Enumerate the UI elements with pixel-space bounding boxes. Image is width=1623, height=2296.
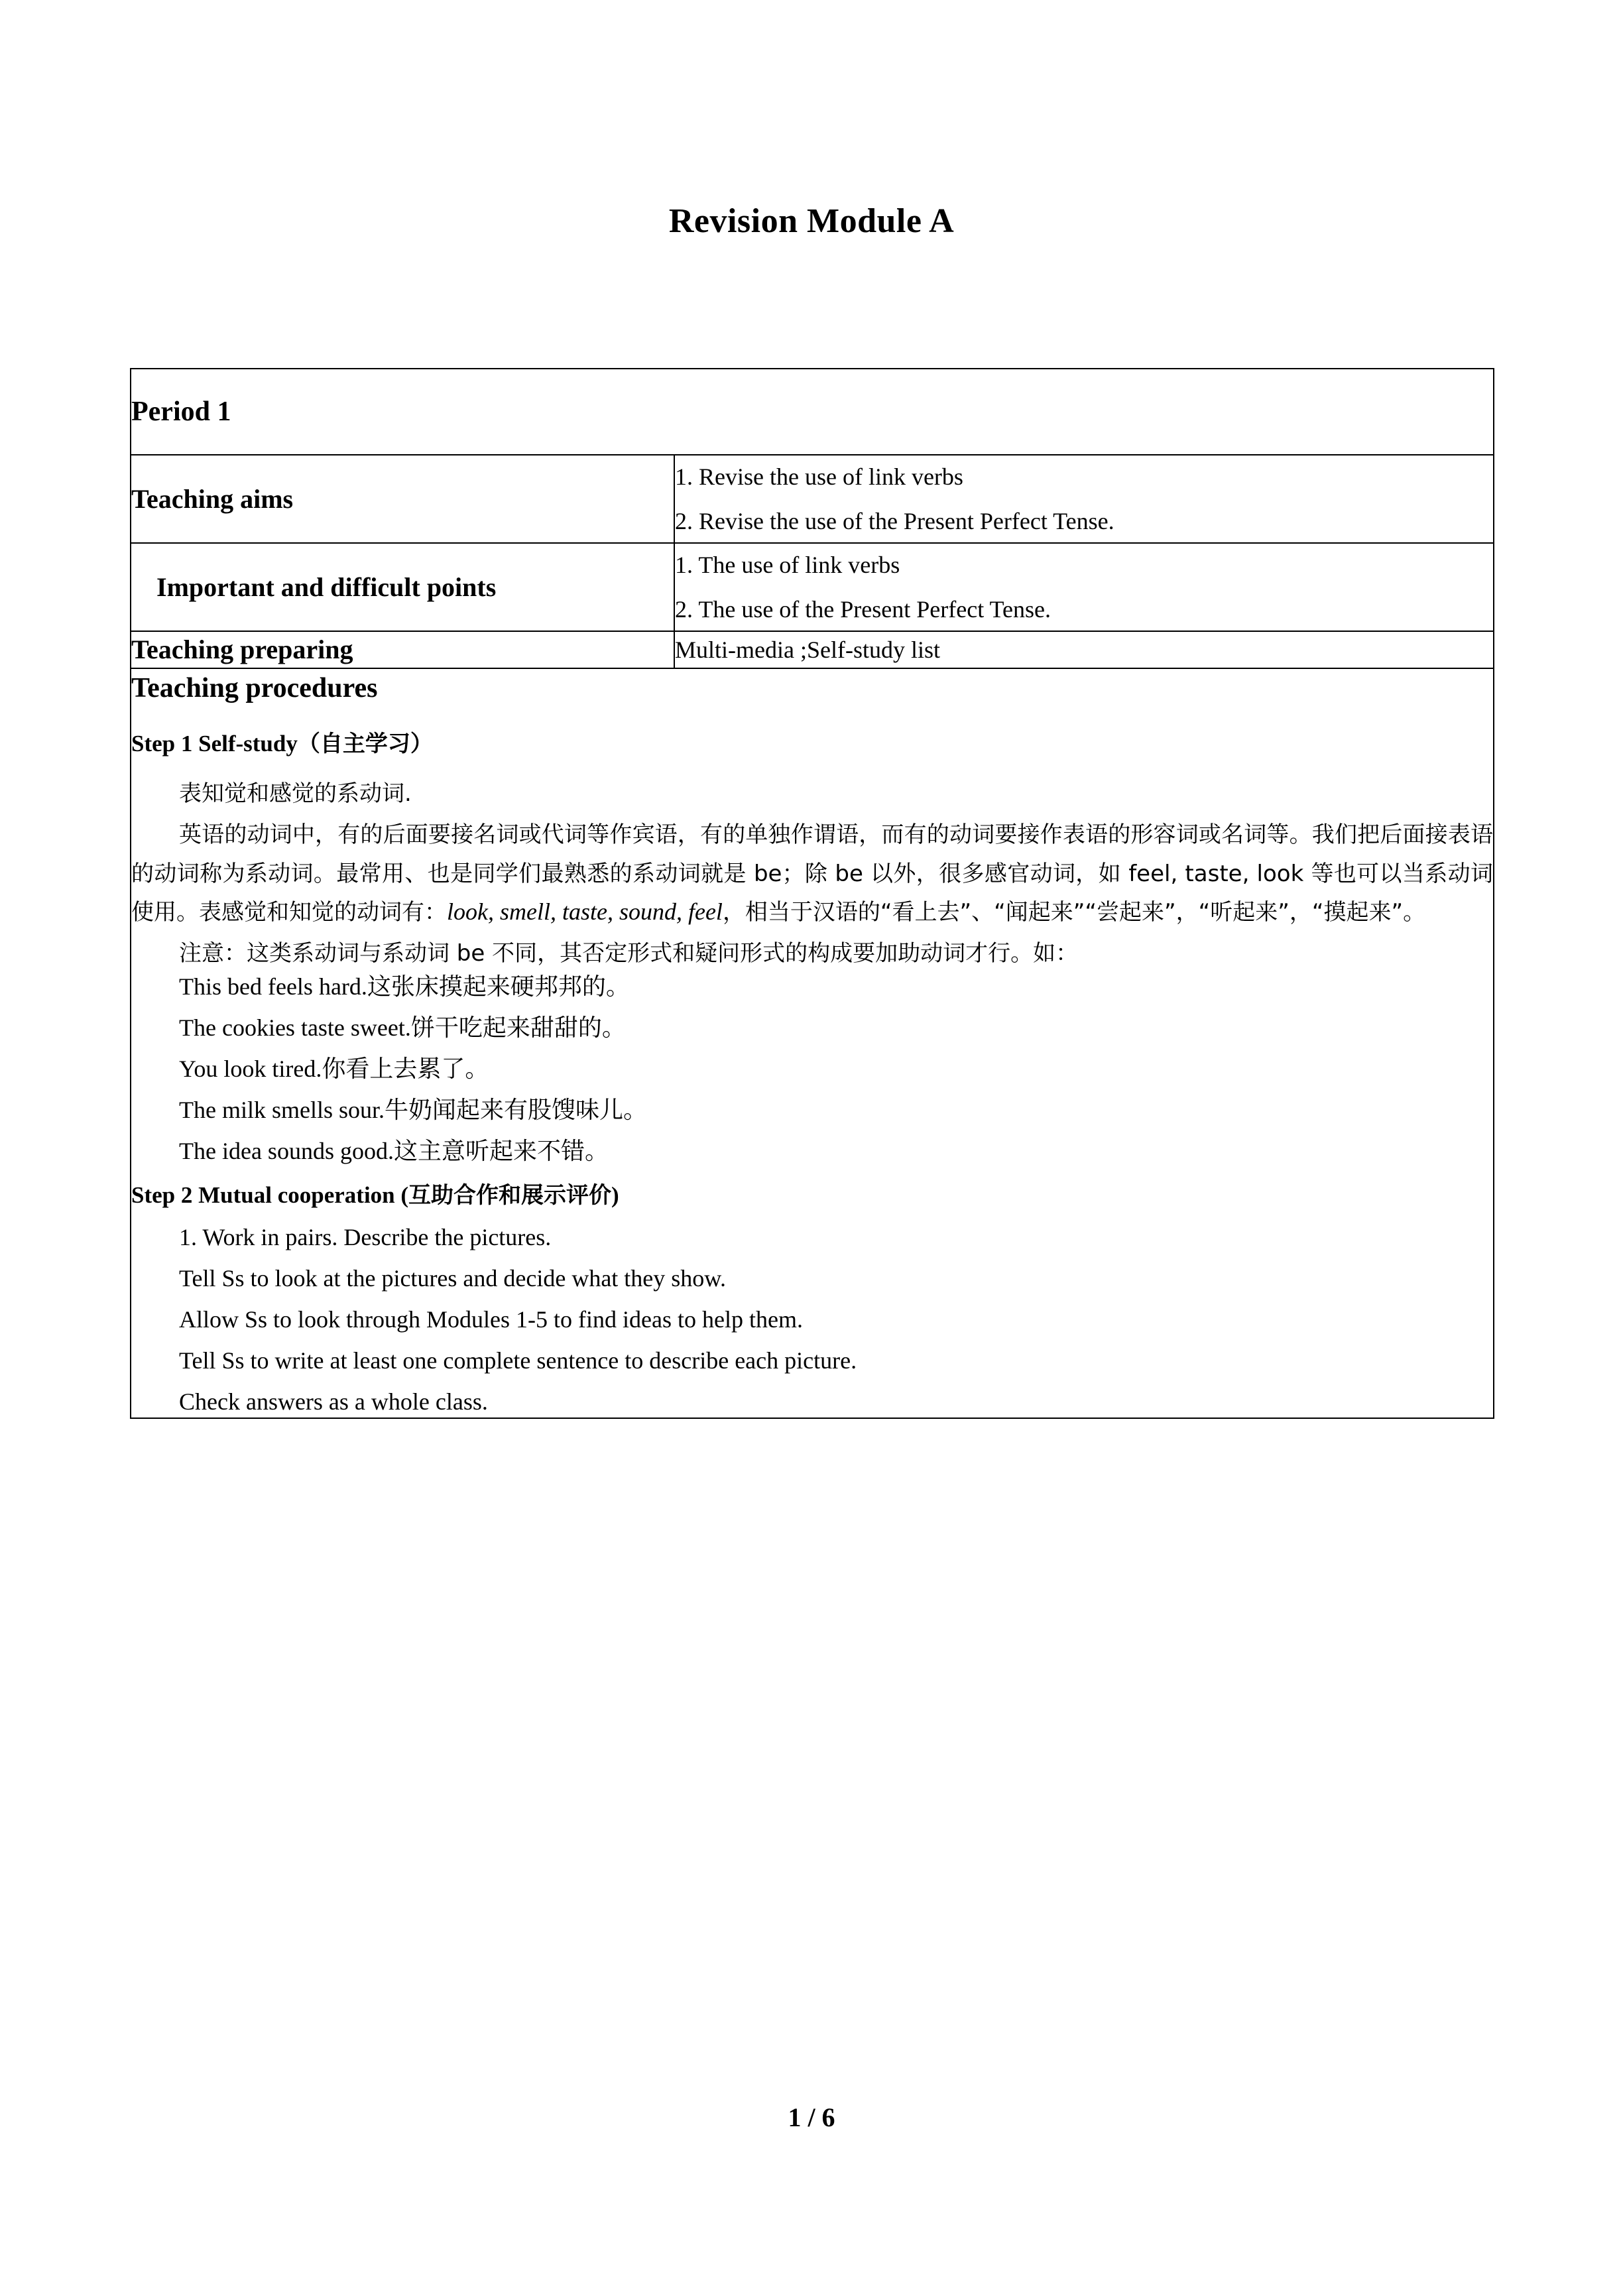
table-row-teaching-preparing (131, 631, 1494, 668)
teaching-preparing-label: Teaching preparing (131, 631, 674, 668)
teaching-aims-label: Teaching aims (131, 455, 674, 543)
lesson-plan-table (130, 368, 1494, 1419)
step1-paragraph-part1: 英语的动词中，有的后面要接名词或代词等作宾语，有的单独作谓语，而有的动词要接作表语的形容词或名词等。我们把后面接表语的动词称为系动词。最常用、也是同学们最熟悉的系动词就是 be；除 be 以外，很多感官动词，如 feel, taste, look 等也可以当系动词使用。表感觉和知觉的动词有： (131, 821, 1493, 926)
step1-intro (131, 774, 1493, 812)
teaching-procedures-heading: Teaching procedures (131, 673, 378, 704)
step1-example-4 (131, 1098, 1493, 1122)
important-points-item-2: 2. The use of the Present Perfect Tense. (675, 595, 1051, 623)
step1-heading-cn: （自主学习） (297, 731, 433, 758)
step1-example-1 (131, 975, 1493, 998)
important-points-label: Important and difficult points (131, 543, 674, 631)
step1-intro-text: 表知觉和感觉的系动词. (179, 780, 412, 807)
important-points-value (674, 543, 1494, 631)
step1-paragraph-italic: look, smell, taste, sound, feel (447, 898, 723, 925)
step1-example-1-text: This bed feels hard.这张床摸起来硬邦邦的。 (179, 973, 630, 1000)
step1-example-4-text: The milk smells sour.牛奶闻起来有股馊味儿。 (179, 1097, 647, 1124)
step2-line-5-text: Check answers as a whole class. (179, 1388, 488, 1415)
step2-heading-en: Step 2 Mutual cooperation ( (131, 1182, 409, 1209)
step2-line-5 (131, 1390, 1493, 1414)
step1-paragraph (131, 815, 1493, 931)
step2-heading-close: ) (611, 1182, 619, 1209)
step1-example-3-text: You look tired.你看上去累了。 (179, 1056, 489, 1083)
teaching-preparing-value: Multi-media ;Self-study list (674, 631, 1494, 668)
step1-heading-en: Step 1 Self-study (131, 731, 298, 757)
step2-line-4-text: Tell Ss to write at least one complete sentence to describe each picture. (179, 1347, 857, 1374)
step2-line-3-text: Allow Ss to look through Modules 1-5 to find ideas to help them. (179, 1305, 803, 1333)
step1-paragraph-tail: ，相当于汉语的“看上去”、“闻起来”“尝起来”，“听起来”，“摸起来”。 (722, 898, 1426, 926)
teaching-aims-item-2: 2. Revise the use of the Present Perfect Tense. (675, 507, 1114, 534)
table-row-teaching-aims (131, 455, 1494, 543)
step2-line-3 (131, 1307, 1493, 1331)
teaching-procedures-cell (131, 668, 1494, 1418)
step1-note-text: 注意：这类系动词与系动词 be 不同，其否定形式和疑问形式的构成要加助动词才行。如： (179, 940, 1079, 967)
teaching-aims-value (674, 455, 1494, 543)
step2-line-1 (131, 1225, 1493, 1249)
step2-heading-cn: 互助合作和展示评价 (408, 1182, 612, 1209)
step1-example-5-text: The idea sounds good.这主意听起来不错。 (179, 1138, 609, 1165)
table-row-period (131, 369, 1494, 455)
step2-line-2 (131, 1266, 1493, 1290)
teaching-aims-item-1: 1. Revise the use of link verbs (675, 463, 963, 490)
step1-example-2 (131, 1016, 1493, 1040)
step2-heading (131, 1180, 1493, 1211)
period-label: Period 1 (131, 369, 1494, 455)
step1-example-5 (131, 1139, 1493, 1163)
table-row-important-points (131, 543, 1494, 631)
step1-heading (131, 729, 1493, 759)
step1-example-2-text: The cookies taste sweet.饼干吃起来甜甜的。 (179, 1014, 626, 1042)
step1-note (131, 934, 1493, 972)
step2-line-2-text: Tell Ss to look at the pictures and decide what they show. (179, 1264, 726, 1292)
step2-line-4 (131, 1349, 1493, 1372)
step1-example-3 (131, 1057, 1493, 1081)
step2-line-1-text: 1. Work in pairs. Describe the pictures. (179, 1223, 552, 1250)
page-title: Revision Module A (668, 202, 955, 240)
important-points-item-1: 1. The use of link verbs (675, 552, 900, 579)
page-footer: 1 / 6 (788, 2102, 835, 2132)
table-row-teaching-procedures (131, 668, 1494, 1418)
